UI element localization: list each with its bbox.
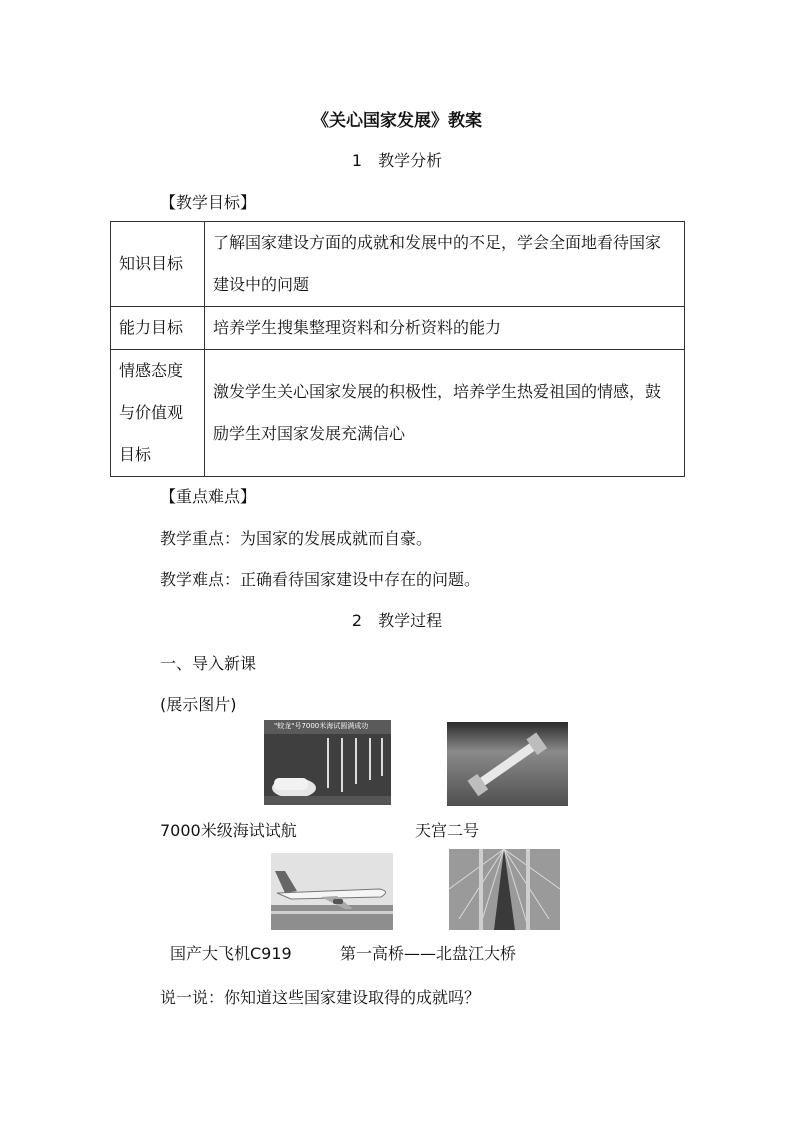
photo-caption: 第一高桥——北盘江大桥 <box>340 944 517 963</box>
goal-label: 能力目标 <box>111 307 205 350</box>
goal-label: 情感态度与价值观目标 <box>111 350 205 477</box>
section-heading-process: 2 教学过程 <box>351 611 443 630</box>
photo-overlay-text: "蛟龙"号7000米海试圆满成功 <box>274 722 369 730</box>
key-point-text: 教学重点：为国家的发展成就而自豪。 <box>160 529 433 548</box>
c919-airplane-photo <box>271 853 393 930</box>
difficult-point-text: 教学难点：正确看待国家建设中存在的问题。 <box>160 570 481 589</box>
goals-heading: 【教学目标】 <box>160 193 257 212</box>
discussion-question: 说一说：你知道这些国家建设取得的成就吗？ <box>160 988 481 1007</box>
table-row <box>111 222 685 307</box>
beipanjiang-bridge-photo <box>449 849 560 930</box>
tiangong-2-photo <box>447 722 568 806</box>
teaching-goals-table <box>110 221 685 477</box>
jiaolong-submersible-photo <box>264 720 391 805</box>
photo-caption: 7000米级海试试航 <box>160 821 297 840</box>
goal-text: 培养学生搜集整理资料和分析资料的能力 <box>205 307 685 350</box>
goal-text: 激发学生关心国家发展的积极性，培养学生热爱祖国的情感，鼓励学生对国家发展充满信心 <box>205 350 685 477</box>
key-points-heading: 【重点难点】 <box>160 487 257 506</box>
show-pictures-note: (展示图片) <box>160 695 237 714</box>
photo-caption: 天宫二号 <box>415 821 480 840</box>
section-heading-analysis: 1 教学分析 <box>351 151 443 170</box>
step-heading: 一、导入新课 <box>160 654 257 673</box>
table-row <box>111 307 685 350</box>
goal-text: 了解国家建设方面的成就和发展中的不足，学会全面地看待国家建设中的问题 <box>205 222 685 307</box>
document-title: 《关心国家发展》教案 <box>312 111 482 131</box>
table-row <box>111 350 685 477</box>
photo-caption: 国产大飞机C919 <box>170 944 292 963</box>
goal-label: 知识目标 <box>111 222 205 307</box>
